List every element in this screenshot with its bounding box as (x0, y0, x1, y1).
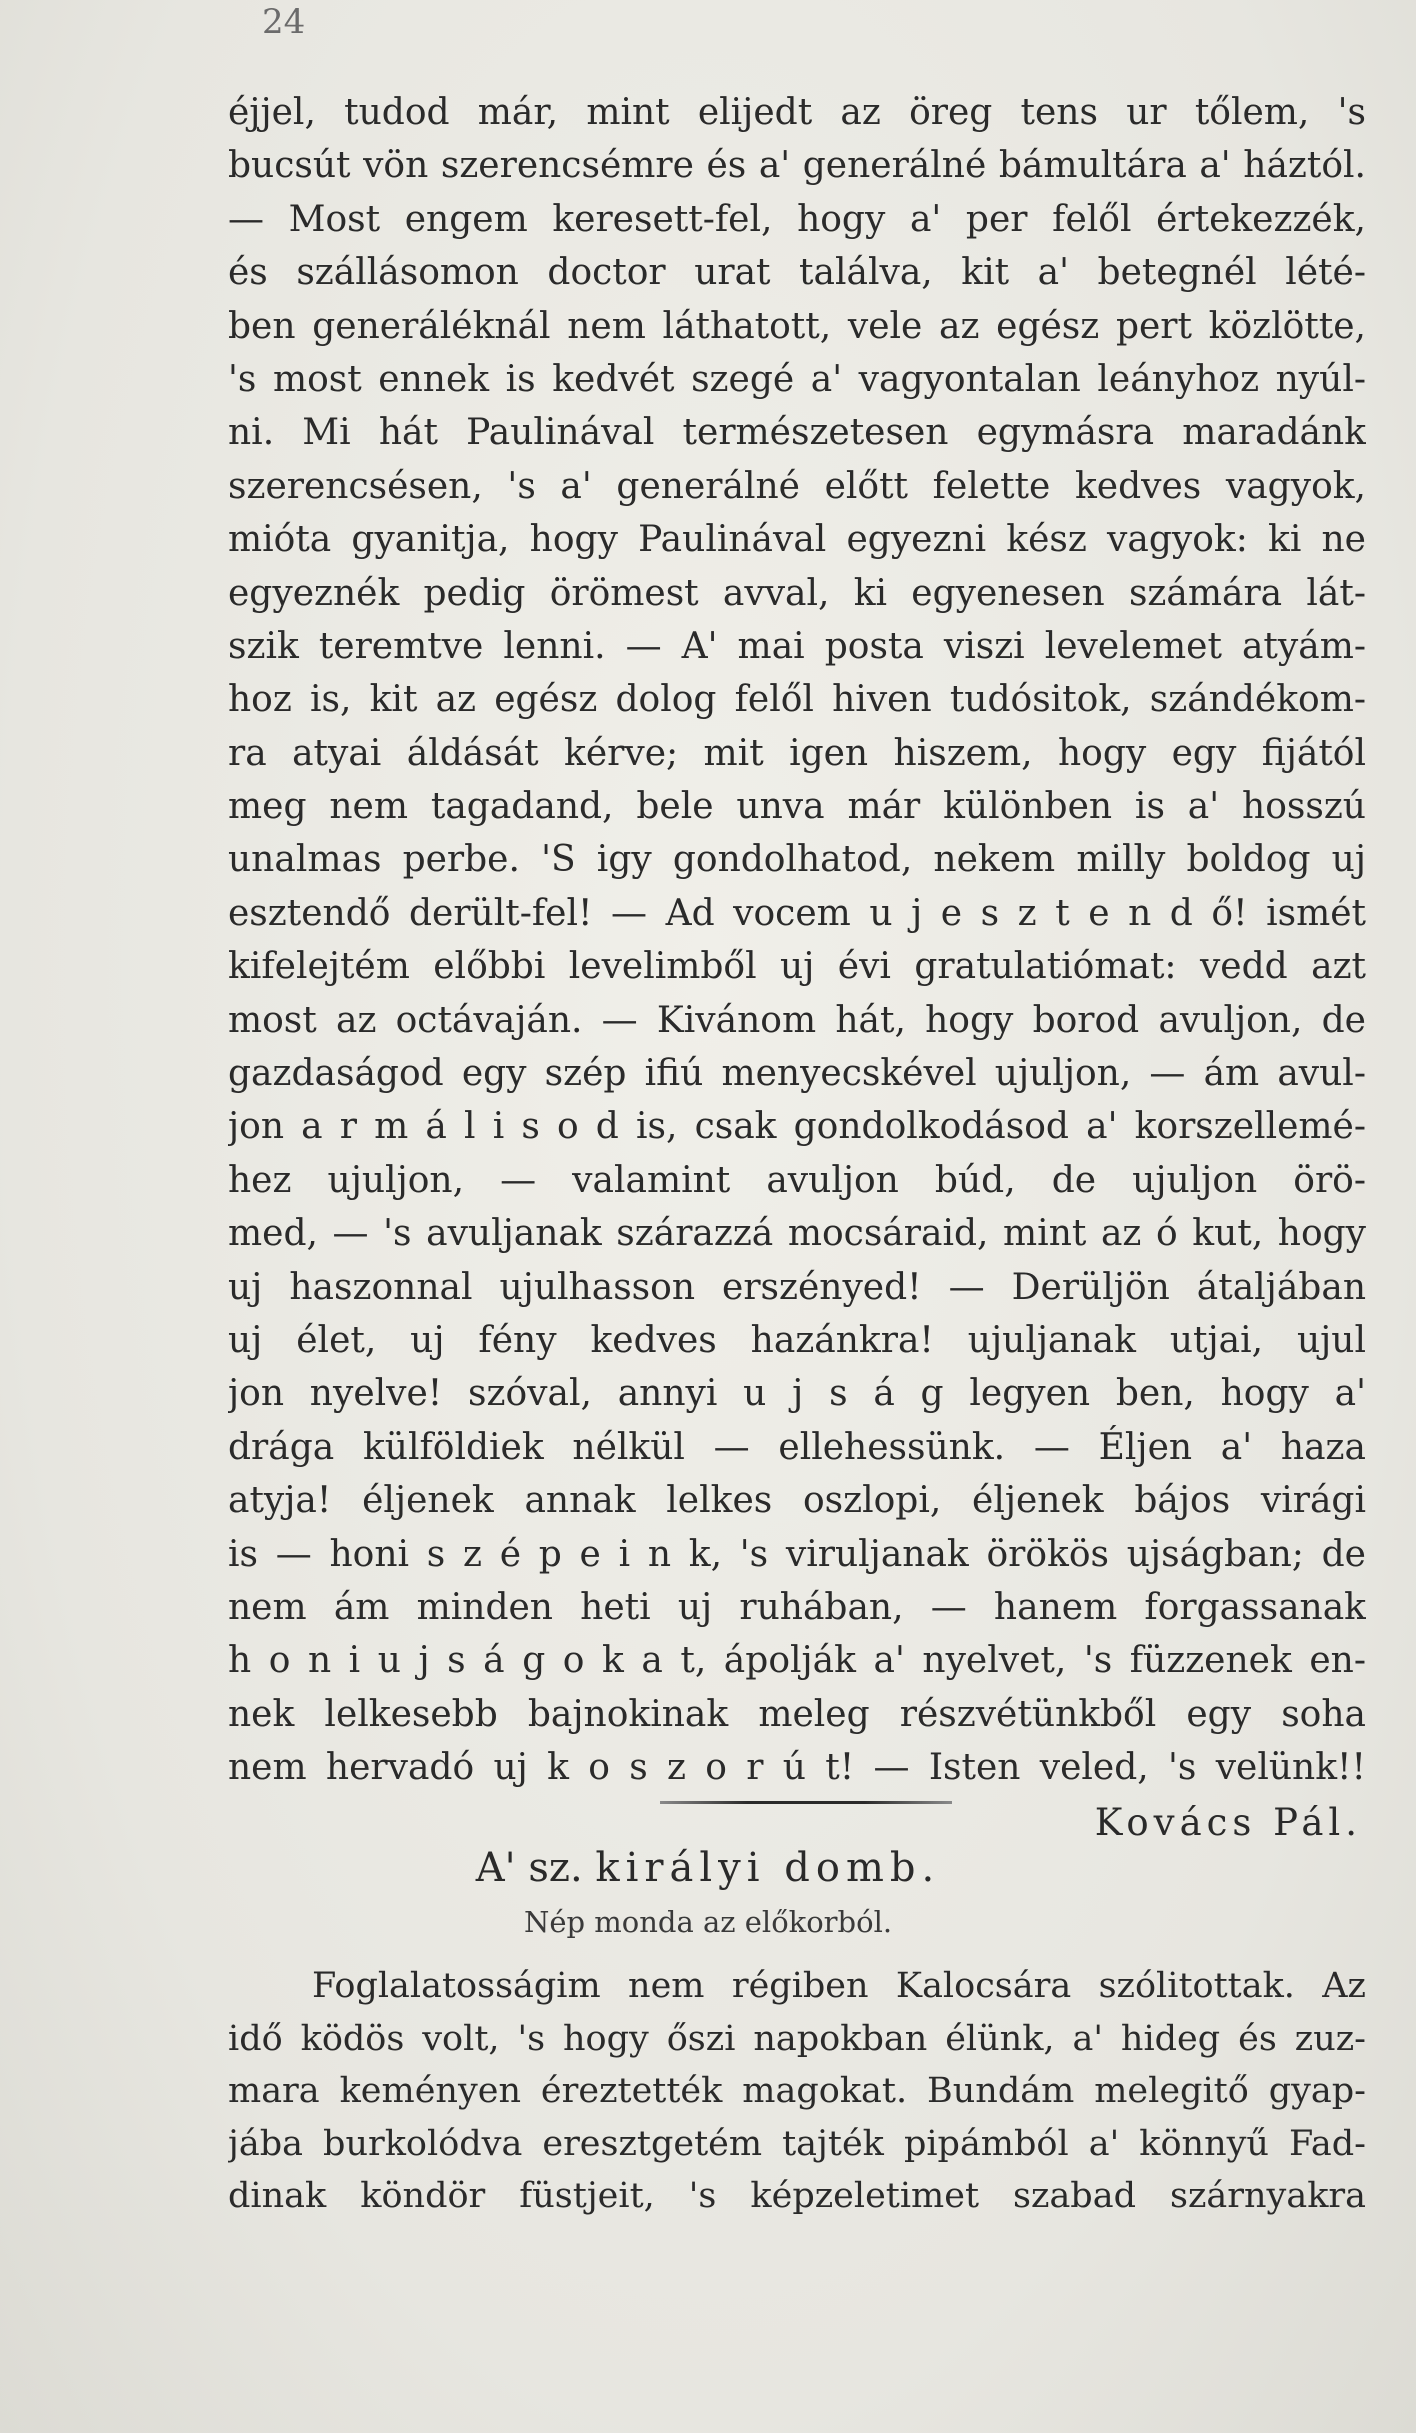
text-line: atyja! éljenek annak lelkes oszlopi, éljenek bájos virági (228, 1480, 1366, 1522)
text-line: hoz is, kit az egész dolog felől hiven tudósitok, szándékom- (228, 679, 1366, 721)
text-line: bucsút vön szerencsémre és a' generálné bámultára a' háztól. (228, 145, 1366, 187)
signature: Kovács Pál. (1094, 1800, 1362, 1844)
text-line: gazdaságod egy szép ifiú menyecskével ujuljon, — ám avul- (228, 1053, 1366, 1095)
text-line: drága külföldiek nélkül — ellehessünk. — Éljen a' haza (228, 1426, 1366, 1468)
text-line: mióta gyanitja, hogy Paulinával egyezni kész vagyok: ki ne (228, 519, 1366, 561)
text-line: éjjel, tudod már, mint elijedt az öreg tens ur tőlem, 's (228, 92, 1366, 133)
text-line: Foglalatosságim nem régiben Kalocsára szólitottak. Az (312, 1966, 1366, 2006)
page-number: 24 (262, 2, 306, 42)
article-title-prefix: A' sz. (475, 1845, 583, 1891)
text-line: és szállásomon doctor urat találva, kit a' betegnél lété- (228, 252, 1366, 294)
text-line: jába burkolódva eresztgetém tajték pipámból a' könnyű Fad- (228, 2123, 1366, 2164)
article-title-main: királyi domb. (595, 1845, 941, 1891)
text-line: kifelejtém előbbi levelimből uj évi gratulatiómat: vedd azt (228, 946, 1366, 988)
text-line: 's most ennek is kedvét szegé a' vagyontalan leányhoz nyúl- (228, 358, 1366, 400)
text-line: nek lelkesebb bajnokinak meleg részvétünkből egy soha (228, 1693, 1366, 1735)
text-line: ra atyai áldását kérve; mit igen hiszem, hogy egy fijától (228, 732, 1366, 774)
text-line: jon a r m á l i s o d is, csak gondolkodásod a' korszellemé- (228, 1106, 1366, 1148)
letter-body (228, 86, 1366, 1851)
article-body (228, 1960, 1366, 2223)
text-line: med, — 's avuljanak szárazzá mocsáraid, mint az ó kut, hogy (228, 1213, 1366, 1255)
text-line: esztendő derült-fel! — Ad vocem u j e s z t e n d ő! ismét (228, 892, 1366, 934)
text-line: dinak köndör füstjeit, 's képzeletimet szabad szárnyakra (228, 2176, 1366, 2216)
text-line: ben generáléknál nem láthatott, vele az egész pert közlötte, (228, 305, 1366, 347)
text-line: szerencsésen, 's a' generálné előtt felette kedves vagyok, (228, 465, 1366, 507)
text-line: nem hervadó uj k o s z o r ú t! — Isten veled, 's velünk!! (228, 1747, 1366, 1789)
text-line: egyeznék pedig örömest avval, ki egyenesen számára lát- (228, 572, 1366, 614)
article-subtitle: Nép monda az előkorból. (523, 1905, 893, 1939)
text-line: nem ám minden heti uj ruhában, — hanem forgassanak (228, 1586, 1366, 1628)
text-line: is — honi s z é p e i n k, 's viruljanak örökös ujságban; de (228, 1533, 1366, 1575)
text-line: mara keményen éreztették magokat. Bundám melegitő gyap- (228, 2071, 1366, 2111)
text-line: szik teremtve lenni. — A' mai posta viszi levelemet atyám- (228, 625, 1366, 667)
text-line: — Most engem keresett-fel, hogy a' per felől értekezzék, (228, 198, 1366, 240)
section-divider (660, 1801, 952, 1804)
text-line: jon nyelve! szóval, annyi u j s á g legyen ben, hogy a' (228, 1373, 1366, 1415)
text-line: uj haszonnal ujulhasson erszényed! — Derüljön átaljában (228, 1266, 1366, 1308)
text-line: idő ködös volt, 's hogy őszi napokban élünk, a' hideg és zuz- (228, 2018, 1366, 2059)
article-title (0, 1840, 1416, 1896)
text-line: uj élet, uj fény kedves hazánkra! ujuljanak utjai, ujul (228, 1319, 1366, 1361)
text-line: h o n i u j s á g o k a t, ápolják a' nyelvet, 's füzzenek en- (228, 1640, 1366, 1682)
text-line: most az octávaján. — Kivánom hát, hogy borod avuljon, de (228, 999, 1366, 1041)
text-line: meg nem tagadand, bele unva már különben is a' hosszú (228, 786, 1366, 828)
text-line: unalmas perbe. 'S igy gondolhatod, nekem milly boldog uj (228, 839, 1366, 881)
text-line: ni. Mi hát Paulinával természetesen egymásra maradánk (228, 412, 1366, 454)
text-line: hez ujuljon, — valamint avuljon búd, de ujuljon örö- (228, 1159, 1366, 1201)
